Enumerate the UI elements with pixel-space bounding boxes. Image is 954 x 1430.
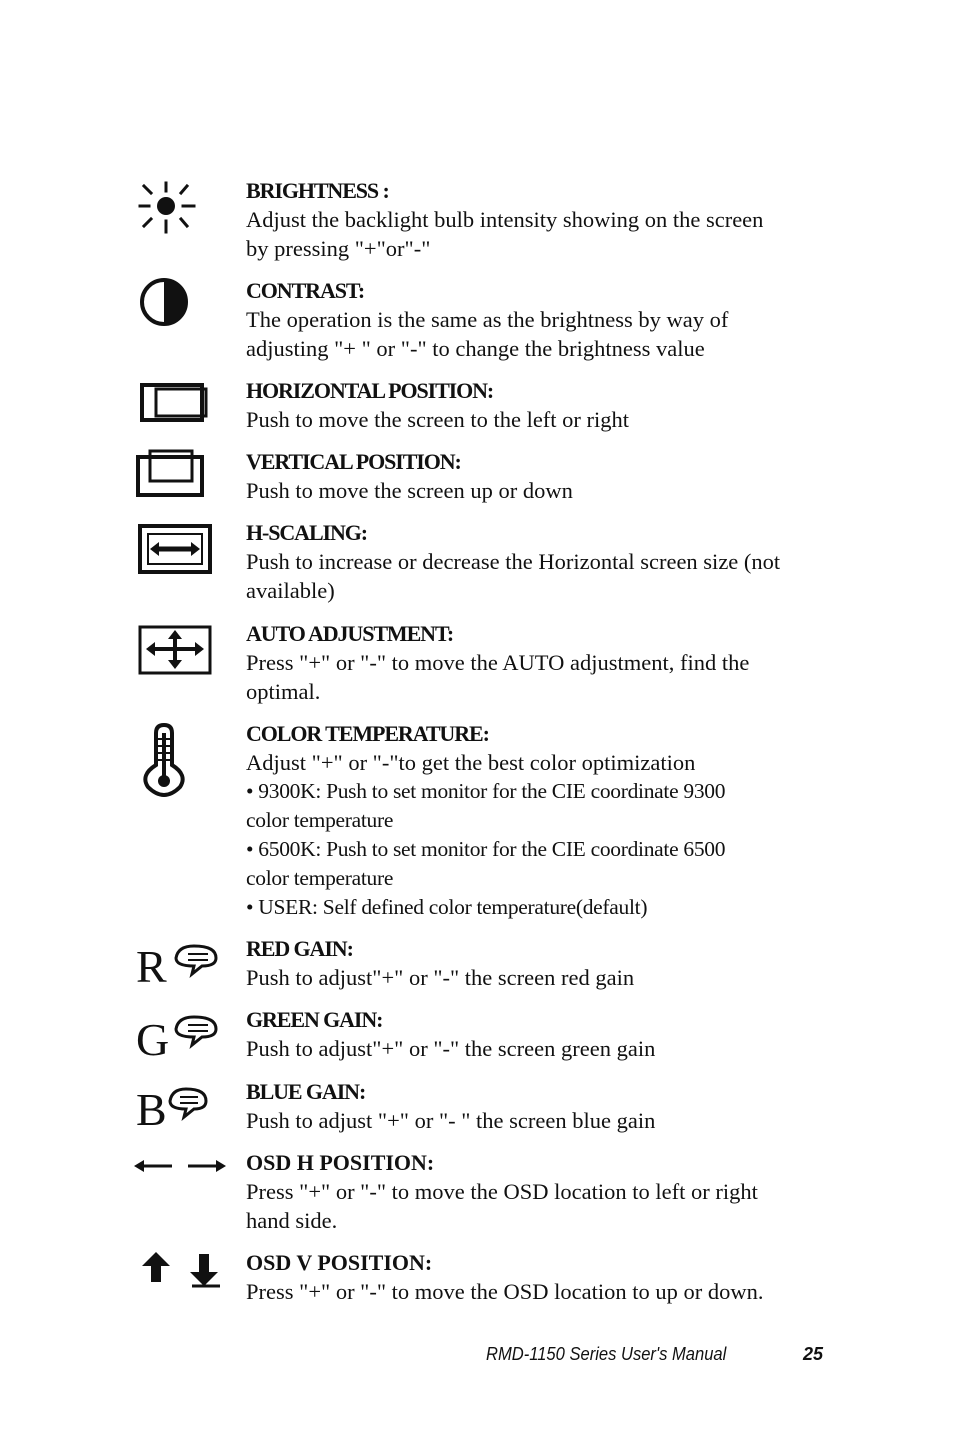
h-scaling-text [246, 518, 836, 605]
bullet-item: • 9300K: Push to set monitor for the CIE coordinate 9300 [246, 779, 726, 803]
section-heading: CONTRAST: [246, 278, 365, 303]
blue-gain-icon-letter: B [136, 1084, 167, 1135]
bullet-item: • USER: Self defined color temperature(default) [246, 895, 648, 919]
left-right-arrows-icon [132, 1148, 216, 1212]
thermometer-icon [132, 719, 216, 799]
auto-adjustment-icon [132, 619, 216, 683]
description-line: available) [246, 578, 335, 603]
red-gain-icon-letter: R [136, 941, 167, 992]
description-line: by pressing "+"or"-" [246, 236, 431, 261]
description-line: Adjust the backlight bulb intensity showing on the screen [246, 207, 764, 232]
section-heading: GREEN GAIN: [246, 1007, 383, 1032]
description-line: Push to move the screen to the left or right [246, 407, 630, 432]
description-line: optimal. [246, 679, 321, 704]
bullet-item: • 6500K: Push to set monitor for the CIE coordinate 6500 [246, 837, 726, 861]
osd-h-position-text [246, 1148, 836, 1235]
osd-v-position-text [246, 1248, 836, 1306]
green-gain-icon-letter: G [136, 1014, 170, 1065]
red-gain-icon [132, 934, 216, 998]
horizontal-position-text [246, 376, 836, 434]
green-gain-icon [132, 1005, 216, 1069]
bullet-item: color temperature [246, 866, 394, 890]
section-heading: OSD H POSITION: [246, 1150, 435, 1175]
description-line: Push to adjust "+" or "- " the screen blue gain [246, 1108, 656, 1133]
h-scaling-icon [132, 518, 216, 582]
description-line: Push to increase or decrease the Horizontal screen size (not [246, 549, 781, 574]
brightness-text [246, 176, 836, 263]
description-line: Push to adjust"+" or "-" the screen green gain [246, 1036, 656, 1061]
description-line: Push to move the screen up or down [246, 478, 573, 503]
sun-brightness-icon [132, 176, 216, 240]
page-number: 25 [803, 1344, 824, 1364]
section-heading: H-SCALING: [246, 520, 368, 545]
section-heading: HORIZONTAL POSITION: [246, 378, 494, 403]
green-gain-text [246, 1005, 836, 1063]
blue-gain-text [246, 1077, 836, 1135]
section-heading: OSD V POSITION: [246, 1250, 433, 1275]
description-line: Push to adjust"+" or "-" the screen red gain [246, 965, 635, 990]
manual-title: RMD-1150 Series User's Manual [486, 1344, 727, 1364]
section-heading: COLOR TEMPERATURE: [246, 721, 489, 746]
horizontal-position-icon [132, 376, 216, 440]
color-temperature-text [246, 719, 836, 922]
vertical-position-icon [132, 447, 216, 511]
description-line: Press "+" or "-" to move the OSD location to up or down. [246, 1279, 764, 1304]
description-line: adjusting "+ " or "-" to change the brightness value [246, 336, 705, 361]
section-heading: VERTICAL POSITION: [246, 449, 461, 474]
section-heading: RED GAIN: [246, 936, 353, 961]
description-line: hand side. [246, 1208, 338, 1233]
description-line: Press "+" or "-" to move the OSD location to left or right [246, 1179, 758, 1204]
bullet-item: color temperature [246, 808, 394, 832]
description-line: Adjust "+" or "-"to get the best color optimization [246, 750, 696, 775]
up-down-arrows-icon [132, 1248, 216, 1312]
auto-adjustment-text [246, 619, 836, 706]
half-circle-contrast-icon [132, 276, 216, 340]
section-heading: BLUE GAIN: [246, 1079, 366, 1104]
vertical-position-text [246, 447, 836, 505]
section-heading: BRIGHTNESS : [246, 178, 389, 203]
description-line: The operation is the same as the brightness by way of [246, 307, 729, 332]
red-gain-text [246, 934, 836, 992]
section-heading: AUTO ADJUSTMENT: [246, 621, 454, 646]
contrast-text [246, 276, 836, 363]
blue-gain-icon [132, 1077, 216, 1141]
description-line: Press "+" or "-" to move the AUTO adjustment, find the [246, 650, 750, 675]
